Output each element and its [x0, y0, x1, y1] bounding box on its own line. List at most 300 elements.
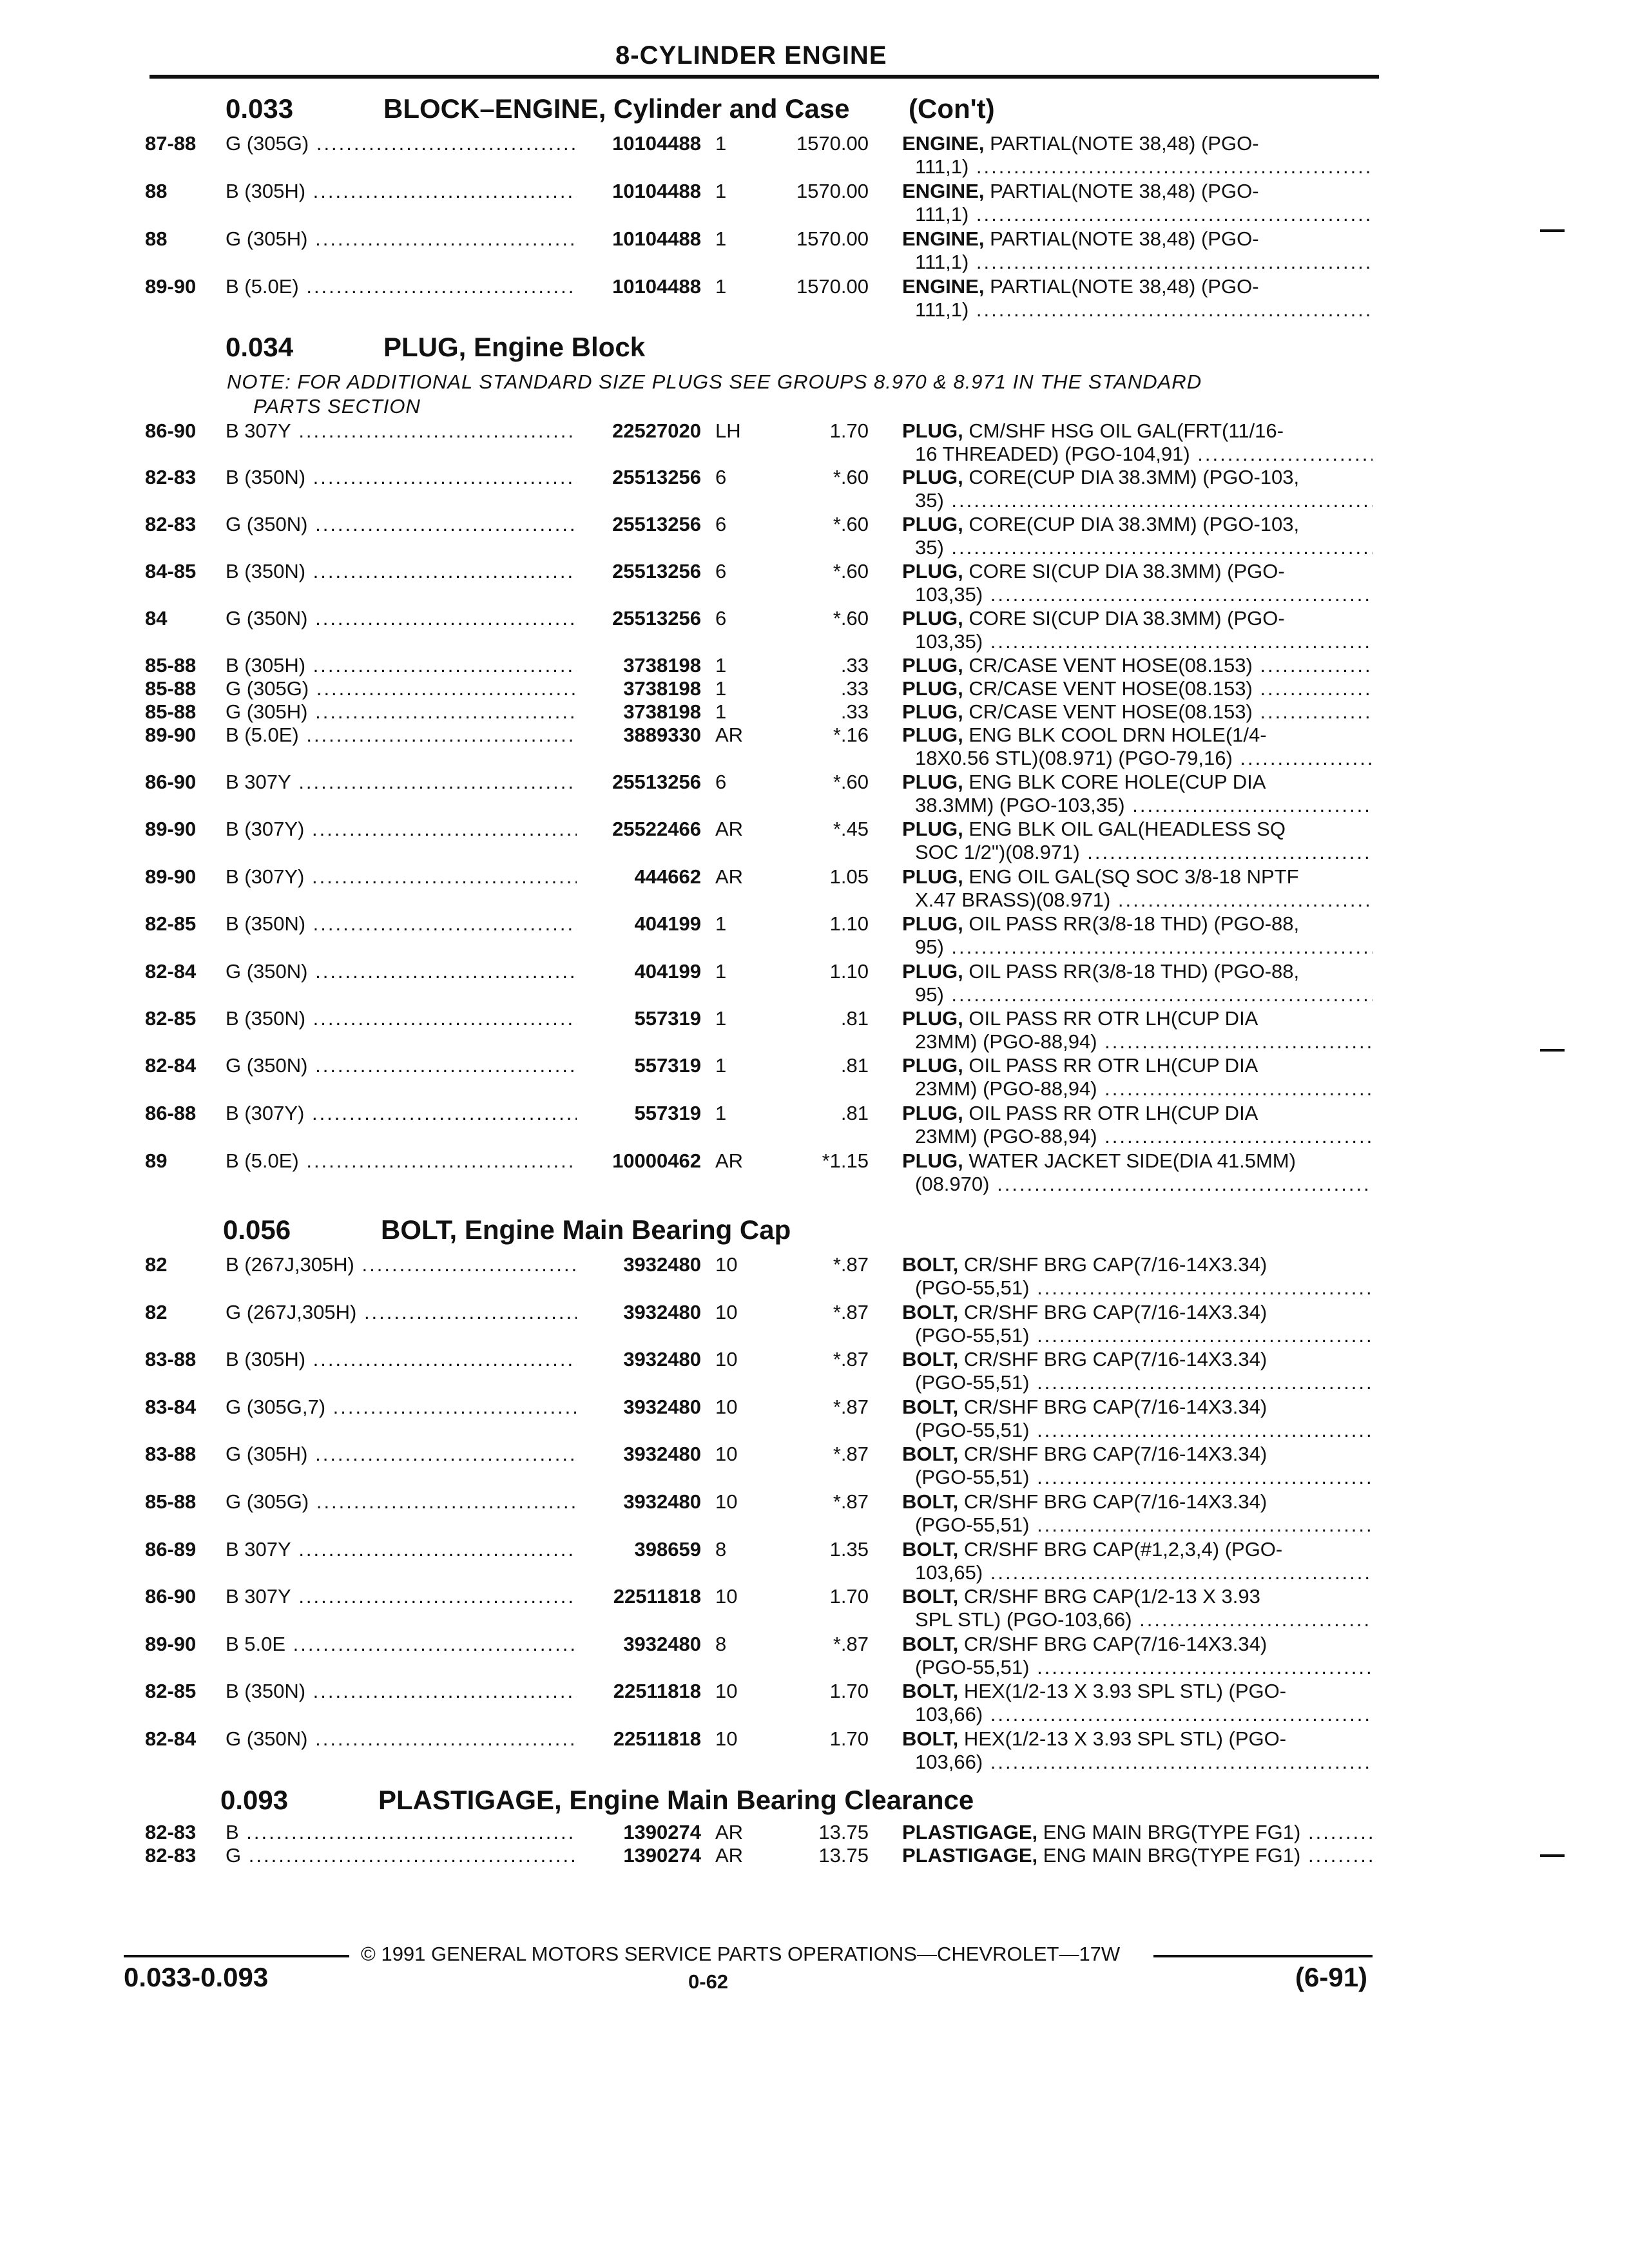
description-keyword: PLUG,	[902, 912, 963, 935]
description-continued: SOC 1/2")(08.971) .....	[915, 841, 1373, 864]
quantity: 6	[715, 607, 727, 629]
description-continued: 103,35) .....	[915, 630, 1373, 653]
description-continued: (PGO-55,51) .....	[915, 1276, 1373, 1300]
description	[902, 227, 1373, 251]
application: B (305H) .....	[226, 1348, 577, 1371]
table-row	[0, 607, 1629, 653]
description-keyword: PLUG,	[902, 818, 963, 840]
list-price: .81	[840, 1007, 869, 1030]
table-row	[0, 1300, 1629, 1347]
description-keyword: PLUG,	[902, 1102, 963, 1124]
model-years: 86-88	[145, 1102, 197, 1124]
table-row	[0, 700, 1629, 726]
model-years: 85-88	[145, 1490, 197, 1513]
description-keyword: PLUG,	[902, 1007, 963, 1030]
description-keyword: PLUG,	[902, 654, 963, 677]
quantity: 10	[715, 1680, 738, 1703]
description-text: CM/SHF HSG OIL GAL(FRT(11/16-	[963, 419, 1284, 442]
list-price: 1570.00	[796, 132, 869, 155]
description-text: ENG OIL GAL(SQ SOC 3/8-18 NPTF	[963, 865, 1299, 888]
model-years: 85-88	[145, 654, 197, 677]
application: G (305G) .....	[226, 1490, 577, 1514]
description-text: CR/CASE VENT HOSE(08.153)	[963, 700, 1253, 723]
description	[902, 1149, 1373, 1173]
description-continued: (PGO-55,51) .....	[915, 1656, 1373, 1679]
model-years: 89-90	[145, 865, 197, 888]
description-continued: 16 THREADED) (PGO-104,91) .....	[915, 443, 1373, 466]
footer-rule-right	[1153, 1955, 1373, 1957]
description-keyword: PLUG,	[902, 771, 963, 793]
description-continued: 23MM) (PGO-88,94) .....	[915, 1030, 1373, 1053]
footer-page-number: 0-62	[688, 1970, 729, 1993]
application: B 5.0E .....	[226, 1633, 577, 1656]
quantity: 1	[715, 677, 727, 700]
model-years: 89-90	[145, 724, 197, 746]
table-row	[0, 132, 1629, 178]
footer-rule-left	[124, 1955, 349, 1957]
list-price: 1570.00	[796, 180, 869, 202]
model-years: 82-83	[145, 466, 197, 488]
model-years: 82-85	[145, 912, 197, 935]
table-row	[0, 1149, 1629, 1195]
part-number: 25513256	[612, 560, 701, 582]
application: B (305H) .....	[226, 180, 577, 203]
list-price: 1570.00	[796, 227, 869, 250]
list-price: 13.75	[818, 1821, 869, 1843]
table-row	[0, 1585, 1629, 1631]
description-text: CORE(CUP DIA 38.3MM) (PGO-103,	[963, 513, 1300, 535]
quantity: 1	[715, 180, 727, 202]
model-years: 82-84	[145, 1054, 197, 1077]
description-keyword: BOLT,	[902, 1300, 959, 1323]
description	[902, 865, 1373, 889]
description	[902, 1443, 1373, 1466]
part-number: 22511818	[613, 1727, 701, 1750]
description-continued: 38.3MM) (PGO-103,35) .....	[915, 794, 1373, 817]
table-row	[0, 1537, 1629, 1584]
description-text: OIL PASS RR(3/8-18 THD) (PGO-88,	[963, 960, 1300, 983]
description	[902, 1490, 1373, 1514]
model-years: 86-90	[145, 419, 197, 442]
section-number: 0.056	[223, 1215, 291, 1245]
part-number: 3738198	[623, 677, 701, 700]
application: G (350N) .....	[226, 1054, 577, 1077]
list-price: *.60	[833, 513, 869, 535]
description	[902, 1538, 1373, 1561]
description	[902, 1007, 1373, 1030]
model-years: 86-90	[145, 771, 197, 793]
table-row	[0, 419, 1629, 465]
description	[902, 1301, 1373, 1324]
table-row	[0, 654, 1629, 680]
model-years: 89	[145, 1149, 168, 1172]
margin-tick	[1540, 229, 1565, 232]
description-text: CR/SHF BRG CAP(7/16-14X3.34)	[958, 1253, 1268, 1276]
header-rule	[149, 75, 1379, 79]
table-row	[0, 677, 1629, 703]
section-title: BOLT, Engine Main Bearing Cap	[381, 1215, 791, 1245]
list-price: *.87	[833, 1490, 869, 1513]
description-keyword: PLUG,	[902, 607, 963, 629]
table-row	[0, 513, 1629, 559]
quantity: 10	[715, 1490, 738, 1513]
description-keyword: PLUG,	[902, 700, 963, 723]
table-row	[0, 960, 1629, 1006]
table-row	[0, 227, 1629, 273]
description	[902, 818, 1373, 841]
description-text: OIL PASS RR OTR LH(CUP DIA	[963, 1007, 1258, 1030]
part-number: 3932480	[623, 1253, 701, 1276]
model-years: 87-88	[145, 132, 197, 155]
model-years: 89-90	[145, 818, 197, 840]
quantity: 6	[715, 466, 727, 488]
list-price: *.45	[833, 818, 869, 840]
description-continued: 95) .....	[915, 983, 1373, 1006]
description-keyword: PLUG,	[902, 865, 963, 888]
quantity: 1	[715, 654, 727, 677]
description-keyword: PLUG,	[902, 1149, 963, 1172]
description	[902, 132, 1373, 155]
application: G (350N) .....	[226, 960, 577, 983]
application: G (305G,7) .....	[226, 1396, 577, 1419]
part-number: 1390274	[623, 1821, 701, 1843]
table-row	[0, 1348, 1629, 1394]
quantity: 1	[715, 1007, 727, 1030]
model-years: 86-89	[145, 1537, 197, 1561]
section-note: NOTE: FOR ADDITIONAL STANDARD SIZE PLUGS SEE GROUPS 8.970 & 8.971 IN THE STANDARD	[227, 370, 1202, 393]
description	[902, 1102, 1373, 1125]
list-price: 1.70	[829, 1727, 869, 1750]
quantity: 8	[715, 1537, 727, 1561]
description-text: CR/SHF BRG CAP(7/16-14X3.34)	[958, 1632, 1268, 1655]
application: B 307Y .....	[226, 1585, 577, 1608]
part-number: 404199	[634, 912, 701, 935]
table-row	[0, 560, 1629, 606]
description-text: CORE SI(CUP DIA 38.3MM) (PGO-	[963, 560, 1285, 582]
table-row	[0, 912, 1629, 958]
description-text: OIL PASS RR OTR LH(CUP DIA	[963, 1102, 1258, 1124]
quantity: 1	[715, 275, 727, 298]
description-text: PARTIAL(NOTE 38,48) (PGO-	[984, 227, 1259, 250]
description-continued: 103,65) .....	[915, 1561, 1373, 1584]
application: B (5.0E) .....	[226, 1149, 577, 1173]
description-continued: 111,1) .....	[915, 203, 1373, 226]
description	[902, 912, 1373, 936]
list-price: *.87	[833, 1632, 869, 1655]
description-text: CR/SHF BRG CAP(7/16-14X3.34)	[958, 1443, 1268, 1466]
description-continued: 35) .....	[915, 536, 1373, 559]
model-years: 88	[145, 227, 168, 250]
description-text: CR/CASE VENT HOSE(08.153)	[963, 677, 1253, 700]
section-number: 0.033	[226, 93, 294, 124]
part-number: 10104488	[612, 275, 701, 298]
quantity: 1	[715, 960, 727, 983]
quantity: 10	[715, 1253, 738, 1276]
list-price: *.87	[833, 1443, 869, 1466]
application: B (350N) .....	[226, 912, 577, 936]
model-years: 82-84	[145, 1727, 197, 1750]
description-continued: (PGO-55,51) .....	[915, 1419, 1373, 1442]
description-text: HEX(1/2-13 X 3.93 SPL STL) (PGO-	[958, 1680, 1287, 1703]
description-continued: 23MM) (PGO-88,94) .....	[915, 1077, 1373, 1100]
description-continued: SPL STL) (PGO-103,66) .....	[915, 1608, 1373, 1631]
quantity: AR	[715, 865, 744, 888]
application: B (267J,305H) .....	[226, 1253, 577, 1276]
quantity: 8	[715, 1632, 727, 1655]
model-years: 88	[145, 180, 168, 202]
application: G (267J,305H) .....	[226, 1301, 577, 1324]
quantity: 10	[715, 1348, 738, 1371]
table-row	[0, 818, 1629, 863]
application: B (5.0E) .....	[226, 724, 577, 747]
description-keyword: ENGINE,	[902, 132, 985, 155]
application: B 307Y .....	[226, 419, 577, 443]
description-text: PARTIAL(NOTE 38,48) (PGO-	[984, 132, 1259, 155]
description-text: OIL PASS RR OTR LH(CUP DIA	[963, 1054, 1258, 1077]
section-title: PLUG, Engine Block	[383, 332, 646, 362]
part-number: 10104488	[612, 180, 701, 202]
description	[902, 1727, 1373, 1751]
model-years: 84	[145, 607, 168, 629]
table-row	[0, 724, 1629, 769]
quantity: 6	[715, 560, 727, 582]
table-row	[0, 865, 1629, 911]
application: G (305H) .....	[226, 700, 577, 724]
part-number: 3932480	[623, 1300, 701, 1323]
table-row	[0, 1680, 1629, 1726]
description-keyword: BOLT,	[902, 1632, 959, 1655]
model-years: 85-88	[145, 700, 197, 723]
part-number: 3932480	[623, 1395, 701, 1418]
table-row	[0, 1490, 1629, 1536]
model-years: 83-88	[145, 1348, 197, 1371]
description-text: ENG MAIN BRG(TYPE FG1)	[1037, 1844, 1301, 1867]
part-number: 3932480	[623, 1348, 701, 1371]
section-title: PLASTIGAGE, Engine Main Bearing Clearance	[378, 1785, 974, 1815]
table-row	[0, 1727, 1629, 1773]
table-row	[0, 1443, 1629, 1489]
description-keyword: BOLT,	[902, 1585, 959, 1608]
table-row	[0, 1102, 1629, 1148]
part-number: 22527020	[612, 419, 701, 442]
description	[902, 607, 1373, 630]
list-price: 1.70	[829, 1680, 869, 1703]
part-number: 25513256	[612, 771, 701, 793]
application: G (305H) .....	[226, 227, 577, 251]
quantity: AR	[715, 1149, 744, 1172]
page-title: 8-CYLINDER ENGINE	[615, 41, 887, 70]
description-text: ENG BLK OIL GAL(HEADLESS SQ	[963, 818, 1286, 840]
part-number: 398659	[634, 1537, 701, 1561]
part-number: 25513256	[612, 513, 701, 535]
application: B (350N) .....	[226, 560, 577, 583]
description	[902, 960, 1373, 983]
description	[902, 1253, 1373, 1276]
list-price: .81	[840, 1054, 869, 1077]
list-price: .33	[840, 677, 869, 700]
quantity: 6	[715, 513, 727, 535]
list-price: *.87	[833, 1253, 869, 1276]
quantity: 10	[715, 1443, 738, 1466]
list-price: *.87	[833, 1348, 869, 1371]
description	[902, 1054, 1373, 1077]
description-keyword: BOLT,	[902, 1727, 959, 1750]
model-years: 82-83	[145, 1844, 197, 1867]
margin-tick	[1540, 1049, 1565, 1052]
description-text: CORE SI(CUP DIA 38.3MM) (PGO-	[963, 607, 1285, 629]
section-number: 0.093	[220, 1785, 289, 1815]
part-number: 557319	[634, 1102, 701, 1124]
part-number: 3738198	[623, 700, 701, 723]
description-keyword: PLUG,	[902, 960, 963, 983]
quantity: 1	[715, 132, 727, 155]
quantity: 1	[715, 912, 727, 935]
part-number: 3932480	[623, 1490, 701, 1513]
description-text: CR/CASE VENT HOSE(08.153)	[963, 654, 1253, 677]
model-years: 83-84	[145, 1395, 197, 1418]
description-continued: 95) .....	[915, 936, 1373, 959]
part-number: 444662	[634, 865, 701, 888]
part-number: 10104488	[612, 132, 701, 155]
description-keyword: PLUG,	[902, 466, 963, 488]
description-text: CORE(CUP DIA 38.3MM) (PGO-103,	[963, 466, 1300, 488]
part-number: 3932480	[623, 1443, 701, 1466]
table-row	[0, 466, 1629, 512]
description-text: CR/SHF BRG CAP(1/2-13 X 3.93	[958, 1585, 1260, 1608]
description-keyword: ENGINE,	[902, 275, 985, 298]
description	[902, 724, 1373, 747]
quantity: 10	[715, 1727, 738, 1750]
description-keyword: BOLT,	[902, 1253, 959, 1276]
description	[902, 1844, 1373, 1867]
quantity: 1	[715, 1054, 727, 1077]
description-keyword: BOLT,	[902, 1348, 959, 1371]
table-row	[0, 1395, 1629, 1441]
section-note-cont: PARTS SECTION	[253, 395, 421, 418]
quantity: 1	[715, 227, 727, 250]
footer-group-range: 0.033-0.093	[124, 1962, 269, 1992]
continued-label: (Con't)	[909, 93, 995, 124]
description	[902, 1680, 1373, 1703]
part-number: 557319	[634, 1007, 701, 1030]
description-keyword: PLUG,	[902, 1054, 963, 1077]
description-keyword: BOLT,	[902, 1490, 959, 1513]
description-text: CR/SHF BRG CAP(7/16-14X3.34)	[958, 1490, 1268, 1513]
list-price: 1.70	[829, 419, 869, 442]
quantity: AR	[715, 1821, 744, 1843]
description-continued: 111,1) .....	[915, 251, 1373, 274]
description-continued: (08.970) .....	[915, 1173, 1373, 1196]
model-years: 82	[145, 1300, 168, 1323]
description-continued: (PGO-55,51) .....	[915, 1324, 1373, 1347]
description-keyword: PLUG,	[902, 724, 963, 746]
table-row	[0, 771, 1629, 816]
list-price: *.16	[833, 724, 869, 746]
part-number: 3889330	[623, 724, 701, 746]
list-price: 1.70	[829, 1585, 869, 1608]
description-keyword: PLUG,	[902, 677, 963, 700]
part-number: 25513256	[612, 607, 701, 629]
application: B .....	[226, 1821, 577, 1844]
quantity: AR	[715, 818, 744, 840]
table-row	[0, 1844, 1629, 1870]
description-text: PARTIAL(NOTE 38,48) (PGO-	[984, 180, 1259, 202]
description-continued: 103,66) .....	[915, 1751, 1373, 1774]
description-keyword: PLUG,	[902, 419, 963, 442]
part-number: 404199	[634, 960, 701, 983]
list-price: 1.10	[829, 960, 869, 983]
description-continued: 111,1) .....	[915, 155, 1373, 178]
description	[902, 1821, 1373, 1844]
description-continued: 18X0.56 STL)(08.971) (PGO-79,16) .....	[915, 747, 1373, 770]
application: B (307Y) .....	[226, 818, 577, 841]
description	[902, 654, 1373, 677]
description	[902, 180, 1373, 203]
model-years: 85-88	[145, 677, 197, 700]
list-price: .81	[840, 1102, 869, 1124]
description-continued: 35) .....	[915, 489, 1373, 512]
description-text: ENG BLK CORE HOLE(CUP DIA	[963, 771, 1266, 793]
description-text: CR/SHF BRG CAP(7/16-14X3.34)	[958, 1395, 1268, 1418]
list-price: .33	[840, 700, 869, 723]
description	[902, 1585, 1373, 1608]
description	[902, 771, 1373, 794]
description-keyword: ENGINE,	[902, 180, 985, 202]
list-price: 1570.00	[796, 275, 869, 298]
description	[902, 1396, 1373, 1419]
description-continued: (PGO-55,51) .....	[915, 1466, 1373, 1489]
model-years: 89-90	[145, 1632, 197, 1655]
application: B (307Y) .....	[226, 1102, 577, 1125]
list-price: *.87	[833, 1395, 869, 1418]
quantity: LH	[715, 419, 741, 442]
description-text: WATER JACKET SIDE(DIA 41.5MM)	[963, 1149, 1296, 1172]
description-continued: 111,1) .....	[915, 298, 1373, 322]
list-price: *.60	[833, 560, 869, 582]
model-years: 82-85	[145, 1007, 197, 1030]
part-number: 10000462	[612, 1149, 701, 1172]
description	[902, 419, 1373, 443]
description-keyword: PLUG,	[902, 513, 963, 535]
description-text: OIL PASS RR(3/8-18 THD) (PGO-88,	[963, 912, 1300, 935]
list-price: 13.75	[818, 1844, 869, 1867]
table-row	[0, 1821, 1629, 1847]
quantity: 10	[715, 1300, 738, 1323]
table-row	[0, 275, 1629, 321]
part-number: 10104488	[612, 227, 701, 250]
description-keyword: BOLT,	[902, 1443, 959, 1466]
part-number: 22511818	[613, 1680, 701, 1703]
part-number: 1390274	[623, 1844, 701, 1867]
application: G .....	[226, 1844, 577, 1867]
model-years: 82	[145, 1253, 168, 1276]
part-number: 557319	[634, 1054, 701, 1077]
description-keyword: PLASTIGAGE,	[902, 1821, 1038, 1843]
quantity: 10	[715, 1585, 738, 1608]
description-text: ENG BLK COOL DRN HOLE(1/4-	[963, 724, 1267, 746]
description-continued: X.47 BRASS)(08.971) .....	[915, 889, 1373, 912]
description-keyword: ENGINE,	[902, 227, 985, 250]
description	[902, 677, 1373, 700]
list-price: *.87	[833, 1300, 869, 1323]
model-years: 84-85	[145, 560, 197, 582]
list-price: *1.15	[822, 1149, 869, 1172]
section-number: 0.034	[226, 332, 294, 362]
model-years: 82-85	[145, 1680, 197, 1703]
table-row	[0, 1054, 1629, 1100]
description-continued: 23MM) (PGO-88,94) .....	[915, 1125, 1373, 1148]
description	[902, 275, 1373, 298]
